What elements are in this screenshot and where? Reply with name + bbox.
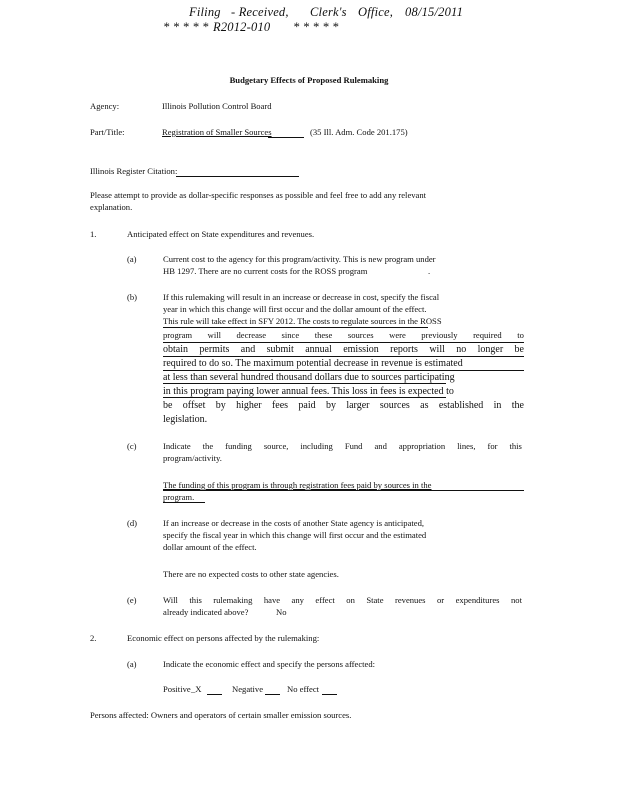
b-a2-word: to (517, 330, 524, 340)
item-2a-letter: (a) (127, 659, 137, 669)
e-q1-word: expenditures (455, 595, 500, 605)
section-1-number: 1. (90, 229, 97, 239)
item-1d-question-2: specify the fiscal year in which this change will first occur and the estimated (163, 530, 427, 540)
positive-blank (207, 694, 222, 695)
no-effect-blank (322, 694, 337, 695)
item-1b-answer-4-underline (163, 370, 524, 371)
stamp-received: - Received, (231, 5, 289, 19)
stamp-office: Office, (358, 5, 394, 19)
b-a2-word: since (281, 330, 300, 340)
item-1b-answer-8: legislation. (163, 414, 208, 425)
b-a3-word: longer (477, 344, 504, 355)
item-1c-answer-1: The funding of this program is through registration fees paid by sources in the (163, 480, 432, 490)
stamp-filing: Filing (189, 5, 221, 19)
stamp-docket: R2012-010 (213, 20, 271, 34)
item-1b-question-1: If this rulemaking will result in an increase or decrease in cost, specify the fiscal (163, 292, 440, 302)
c-q1-word: the (202, 441, 214, 451)
e-q1-word: Will (163, 595, 178, 605)
b-a2-word: program (163, 330, 193, 340)
part-title-underline (268, 137, 304, 138)
e-q1-word: rulemaking (213, 595, 253, 605)
page-title: Budgetary Effects of Proposed Rulemaking (229, 75, 389, 85)
e-q1-word: this (189, 595, 202, 605)
item-1b-answer-7 (163, 400, 524, 412)
stamp-date: 08/15/2011 (405, 5, 464, 19)
agency-label: Agency: (90, 101, 120, 111)
section-2-number: 2. (90, 633, 97, 643)
b-a7-word: as (420, 400, 429, 411)
c-q1-word: source, (263, 441, 289, 451)
e-q1-word: effect (315, 595, 335, 605)
b-a7-word: established (438, 400, 484, 411)
b-a3-word: annual (305, 344, 332, 355)
item-1a-line-1: Current cost to the agency for this program/activity. This is new program under (163, 254, 436, 264)
stamp-clerks: Clerk's (310, 5, 347, 19)
intro-line-2: explanation. (90, 202, 133, 212)
b-a2-word: were (389, 330, 406, 340)
item-1a-line-2: HB 1297. There are no current costs for the ROSS program (163, 266, 368, 276)
no-effect-label: No effect (287, 684, 320, 694)
b-a7-word: fees (271, 400, 289, 411)
b-a3-word: permits (199, 344, 230, 355)
b-a2-word: previously (421, 330, 458, 340)
c-q1-word: funding (225, 441, 252, 451)
b-a2-word: decrease (236, 330, 267, 340)
b-a7-word: larger (346, 400, 370, 411)
item-1b-answer-4: required to do so. The maximum potential decrease in revenue is estimated (163, 358, 463, 369)
c-q1-word: appropriation (398, 441, 446, 451)
b-a7-word: the (511, 400, 524, 411)
e-q1-word: have (263, 595, 281, 605)
c-q1-word: and (374, 441, 387, 451)
b-a7-word: by (215, 400, 226, 411)
item-1b-answer-5: at less than several hundred thousand dollars due to sources participating (163, 372, 455, 383)
item-1c-answer-2-underline (163, 502, 205, 503)
b-a7-word: sources (379, 400, 410, 411)
section-2-heading: Economic effect on persons affected by the rulemaking: (127, 633, 320, 643)
item-1b-answer-1-underline (163, 327, 428, 328)
e-q1-word: any (291, 595, 304, 605)
item-1b-answer-3-underline (163, 356, 524, 357)
item-1c-answer-1-underline (163, 490, 524, 491)
item-1b-question-2: year in which this change will first occur and the dollar amount of the effect. (163, 304, 427, 314)
b-a7-word: higher (236, 400, 262, 411)
item-1e-question-2: already indicated above? (163, 607, 249, 617)
b-a3-word: reports (390, 344, 418, 355)
b-a7-word: paid (298, 400, 316, 411)
b-a3-word: will (429, 344, 445, 355)
item-1a-letter: (a) (127, 254, 137, 264)
c-q1-word: for (487, 441, 498, 451)
intro-line-1: Please attempt to provide as dollar-specific responses as possible and feel free to add any relevant (90, 190, 427, 200)
b-a7-word: by (325, 400, 336, 411)
b-a7-word: offset (182, 400, 206, 411)
agency-value: Illinois Pollution Control Board (162, 101, 272, 111)
item-1b-answer-2-underline (163, 342, 524, 343)
item-1e-question-1 (163, 595, 522, 606)
negative-label: Negative (232, 684, 264, 694)
c-q1-word: Fund (344, 441, 363, 451)
c-q1-word: Indicate (163, 441, 191, 451)
part-title-value: Registration of Smaller Sources (162, 127, 272, 137)
item-1c-question-1 (163, 441, 522, 452)
item-1b-answer-2 (163, 330, 524, 341)
section-1-heading: Anticipated effect on State expenditures and revenues. (127, 229, 315, 239)
e-q1-word: on (346, 595, 355, 605)
stamp-stars-right: * * * * * (293, 20, 339, 34)
item-1c-answer-2: program. (163, 492, 195, 502)
item-1d-letter: (d) (127, 518, 138, 528)
c-q1-word: including (300, 441, 333, 451)
e-q1-word: State (366, 595, 384, 605)
b-a2-word: required (473, 330, 502, 340)
part-title-code: (35 Ill. Adm. Code 201.175) (310, 127, 408, 137)
positive-label: Positive (163, 684, 191, 694)
c-q1-word: lines, (457, 441, 476, 451)
item-1b-answer-1: This rule will take effect in SFY 2012. The costs to regulate sources in the ROSS (163, 316, 442, 326)
part-title-label: Part/Title: (90, 127, 125, 137)
item-1c-question-2: program/activity. (163, 453, 222, 463)
b-a7-word: in (493, 400, 502, 411)
stamp-stars-left: * * * * * (163, 20, 209, 34)
register-citation-label: Illinois Register Citation: (90, 166, 178, 176)
positive-mark: _X (191, 684, 202, 694)
negative-blank (265, 694, 280, 695)
item-1e-letter: (e) (127, 595, 137, 605)
b-a2-word: these (314, 330, 333, 340)
b-a3-word: no (456, 344, 467, 355)
b-a3-word: and (240, 344, 256, 355)
b-a3-word: emission (343, 344, 379, 355)
b-a2-word: sources (347, 330, 374, 340)
item-1b-answer-3 (163, 344, 524, 356)
item-1e-answer: No (276, 607, 287, 617)
register-citation-blank (176, 176, 299, 177)
b-a3-word: be (514, 344, 524, 355)
item-1c-letter: (c) (127, 441, 137, 451)
item-1d-answer: There are no expected costs to other state agencies. (163, 569, 339, 579)
b-a3-word: obtain (163, 344, 188, 355)
persons-affected: Persons affected: Owners and operators of certain smaller emission sources. (90, 710, 352, 720)
item-1d-question-1: If an increase or decrease in the costs of another State agency is anticipated, (163, 518, 425, 528)
e-q1-word: not (510, 595, 522, 605)
item-1a-period: . (428, 266, 431, 276)
b-a7-word: be (163, 400, 173, 411)
item-1b-answer-6: in this program paying lower annual fees. This loss in fees is expected to (163, 386, 454, 397)
b-a3-word: submit (266, 344, 294, 355)
item-1b-answer-6-underline (163, 397, 446, 398)
item-1d-question-3: dollar amount of the effect. (163, 542, 257, 552)
item-1b-letter: (b) (127, 292, 138, 302)
item-2a-text: Indicate the economic effect and specify the persons affected: (163, 659, 376, 669)
e-q1-word: or (436, 595, 445, 605)
item-1b-answer-5-underline (163, 383, 446, 384)
e-q1-word: revenues (394, 595, 426, 605)
c-q1-word: this (509, 441, 522, 451)
b-a2-word: will (207, 330, 221, 340)
